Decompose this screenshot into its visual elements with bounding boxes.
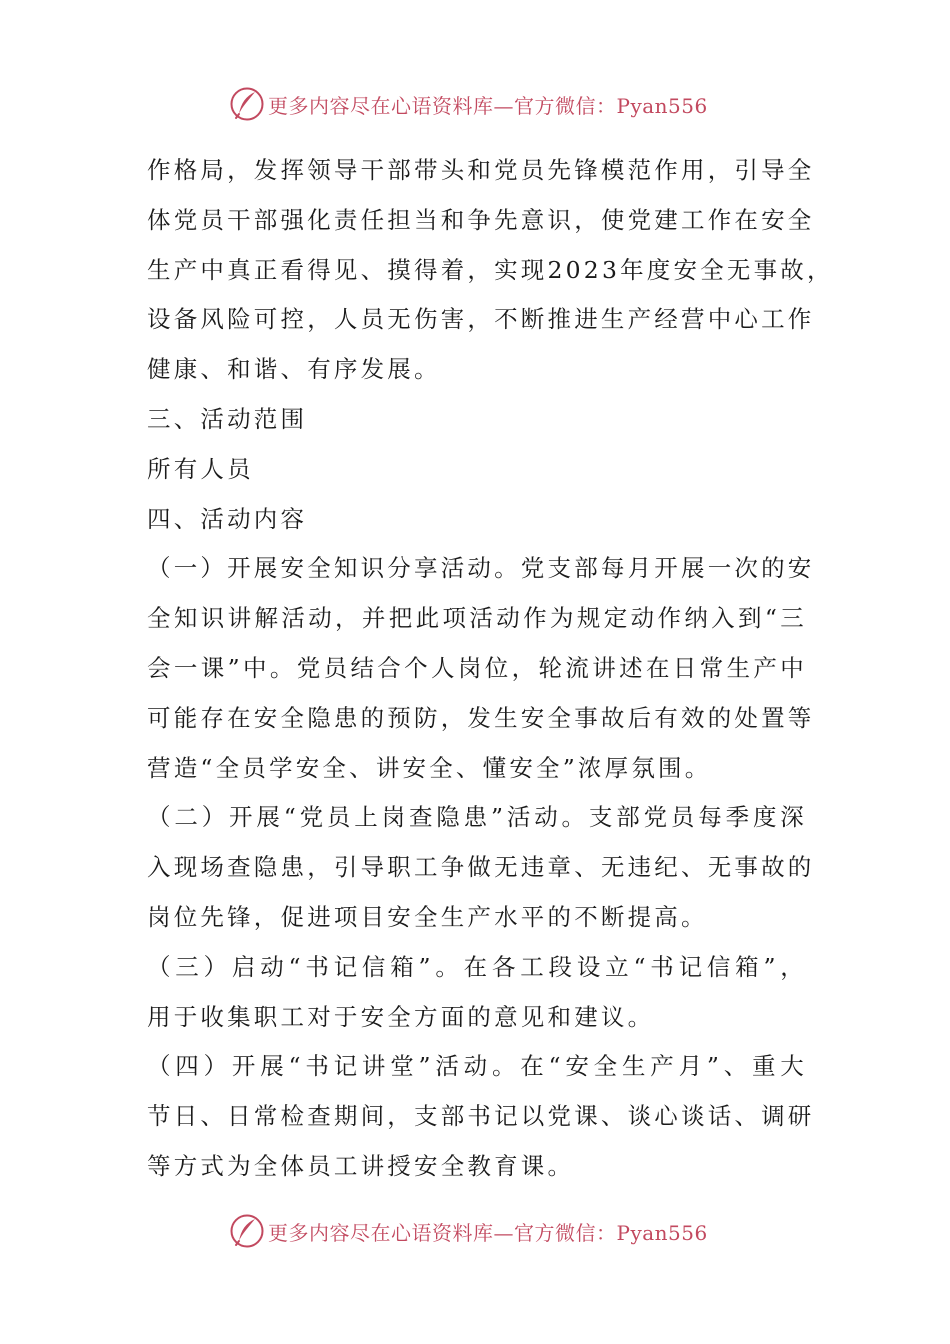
quill-logo-icon — [228, 85, 266, 123]
document-body — [147, 146, 834, 1192]
text-line: 节日、日常检查期间，支部书记以党课、谈心谈话、调研 — [147, 1102, 815, 1131]
text-line: 入现场查隐患，引导职工争做无违章、无违纪、无事故的 — [147, 853, 815, 882]
text-line: （四）开展“书记讲堂”活动。在“安全生产月”、重大 — [147, 1052, 807, 1081]
text-line: （二）开展“党员上岗查隐患”活动。支部党员每季度深 — [147, 803, 807, 832]
watermark-text: 更多内容尽在心语资料库—官方微信：Pyan556 — [268, 93, 708, 118]
paragraph — [147, 943, 807, 1043]
text-line: （三）启动“书记信箱”。在各工段设立“书记信箱”， — [147, 952, 807, 981]
text-line: 所有人员 — [147, 454, 254, 483]
paragraph — [147, 1042, 815, 1191]
paragraph — [147, 495, 807, 545]
paragraph — [147, 395, 807, 445]
paragraph — [147, 445, 807, 495]
text-line: 设备风险可控，人员无伤害，不断推进生产经营中心工作 — [147, 305, 815, 334]
text-line: 三、活动范围 — [147, 404, 308, 433]
watermark-text: 更多内容尽在心语资料库—官方微信：Pyan556 — [268, 1220, 708, 1245]
footer-watermark — [228, 1211, 708, 1251]
text-line: 营造“全员学安全、讲安全、懂安全”浓厚氛围。 — [147, 753, 712, 782]
text-line: 岗位先锋，促进项目安全生产水平的不断提高。 — [147, 902, 708, 931]
text-line: 会一课”中。党员结合个人岗位，轮流讲述在日常生产中 — [147, 653, 807, 682]
text-line: （一）开展安全知识分享活动。党支部每月开展一次的安 — [147, 554, 815, 583]
text-line: 可能存在安全隐患的预防，发生安全事故后有效的处置等 — [147, 703, 815, 732]
text-line: 四、活动内容 — [147, 504, 308, 533]
text-line: 全知识讲解活动，并把此项活动作为规定动作纳入到“三 — [147, 604, 807, 633]
header-watermark — [228, 84, 708, 124]
text-line: 等方式为全体员工讲授安全教育课。 — [147, 1151, 575, 1180]
text-line: 作格局，发挥领导干部带头和党员先锋模范作用，引导全 — [147, 156, 815, 184]
text-line: 生产中真正看得见、摸得着，实现2023年度安全无事故， — [147, 255, 834, 284]
paragraph — [147, 146, 834, 395]
text-line: 用于收集职工对于安全方面的意见和建议。 — [147, 1002, 655, 1031]
paragraph — [147, 793, 815, 942]
text-line: 体党员干部强化责任担当和争先意识，使党建工作在安全 — [147, 205, 815, 234]
paragraph — [147, 544, 815, 793]
quill-logo-icon — [228, 1212, 266, 1250]
text-line: 健康、和谐、有序发展。 — [147, 355, 441, 384]
